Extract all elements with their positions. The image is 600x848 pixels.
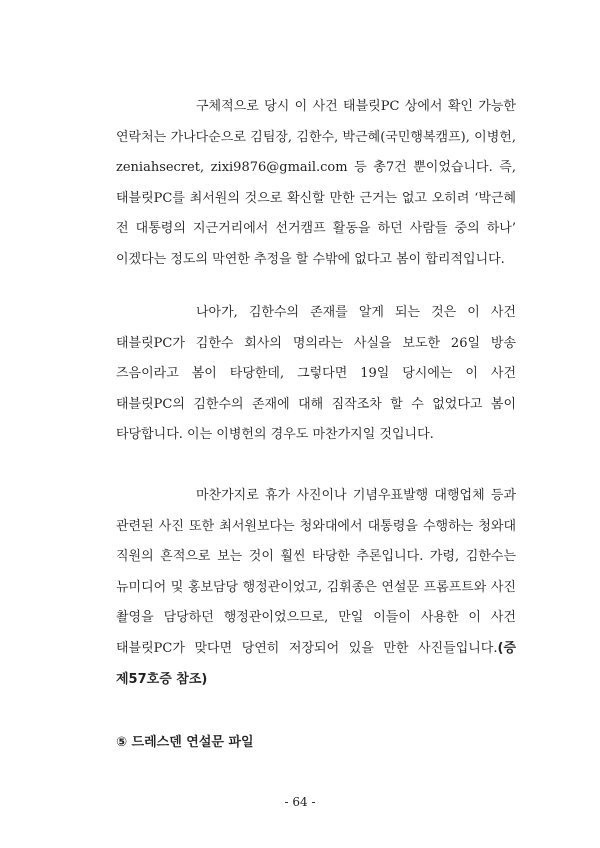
paragraph-photos (116, 481, 516, 695)
paragraph-photos-text: 마찬가지로 휴가 사진이나 기념우표발행 대행업체 등과 관련된 사진 또한 최서원보다는 청와대에서 대통령을 수행하는 청와대 직원의 흔적으로 보는 것이 훨씬 타당한 추론입니다. 가령, 김한수는 뉴미디어 및 홍보담당 행정관이었고, 김휘종은 연설문 프롬프트와 사진 촬영을 담당하던 행정관이었으므로, 만일 이들이 사용한 이 사건 태블릿PC가 맞다면 당연히 저장되어 있을 만한 사진들입니다. (116, 488, 516, 656)
evidence-reference: (증 제57호증 참조) (116, 640, 516, 687)
section-heading: ⑤ 드레스덴 연설문 파일 (116, 735, 254, 750)
paragraph-kim-hansu (116, 298, 516, 451)
paragraph-contacts (116, 92, 516, 276)
paragraph-kim-hansu-text: 나아가, 김한수의 존재를 알게 되는 것은 이 사건 태블릿PC가 김한수 회사의 명의라는 사실을 보도한 26일 방송 즈음이라고 봄이 타당한데, 그렇다면 19일 당시에는 이 사건 태블릿PC의 김한수의 존재에 대해 짐작조차 할 수 없었다고 봄이 타당합니다. 이는 이병헌의 경우도 마찬가지일 것입니다. (116, 305, 516, 443)
page-number: - 64 - (284, 795, 316, 809)
paragraph-contacts-text: 구체적으로 당시 이 사건 태블릿PC 상에서 확인 가능한 연락처는 가나다순으로 김팀장, 김한수, 박근혜(국민행복캠프), 이병헌, zeniahsecret, zixi9876@gmail.com 등 총7건 뿐이었습니다. 즉, 태블릿PC를 최서원의 것으로 확신할 만한 근거는 없고 오히려 ‘박근혜 전 대통령의 지근거리에서 선거캠프 활동을 하던 사람들 중의 하나’ 이겠다는 정도의 막연한 추정을 할 수밖에 없다고 봄이 합리적입니다. (116, 99, 516, 267)
